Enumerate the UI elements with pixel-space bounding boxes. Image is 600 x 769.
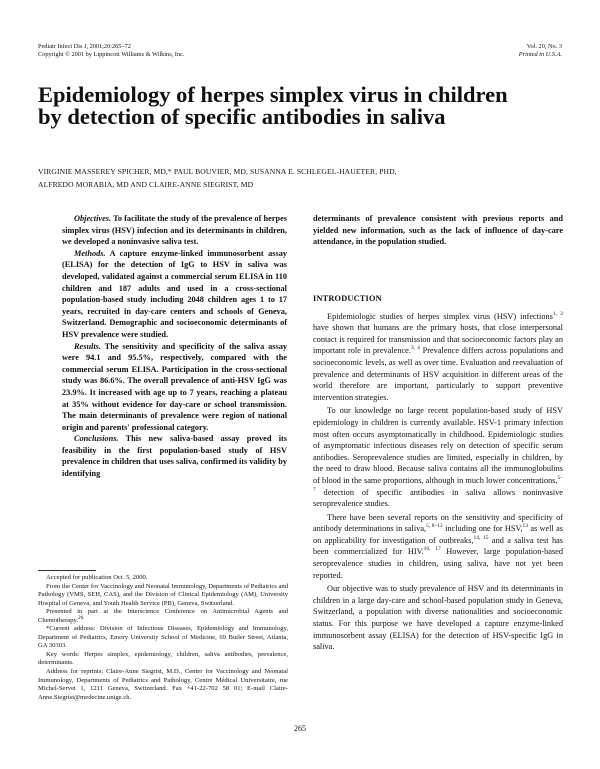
footnote-current-address: *Current address: Division of Infectious Diseases, Epidemiology and Immunology, Department of Pediatrics, Emory University School of Medicine, 69 Butler Street, Atlanta, GA 30303. bbox=[38, 625, 288, 650]
conclusions-continuation: determinants of prevalence consistent with previous reports and yielded new information, such as the lack of influence of day-care attendance, in the population studied. bbox=[313, 214, 563, 247]
intro-paragraph-1 bbox=[313, 311, 563, 404]
abstract-objectives bbox=[62, 213, 287, 248]
intro-p2-text-a: To our knowledge no large recent population-based study of HSV epidemiology in children is currently available. HSV-1 primary infection most often occurs asymptomatically in childhood. Epidemiologic studies of asymptomatic infectious diseases rely on detection of specific serum antibodies. Seroprevalence studies are limited, especially in children, by the need to draw blood. Because saliva contains all the immunoglobulins of blood in the same proportions, although in much lower concentrations, bbox=[313, 406, 563, 485]
methods-label: Methods. bbox=[74, 248, 106, 258]
article-title: Epidemiology of herpes simplex virus in children by detection of specific antibodies in saliva bbox=[38, 82, 508, 129]
citation-ref: 26 bbox=[78, 614, 84, 621]
running-header-left bbox=[38, 43, 184, 59]
intro-p3-text-a: There have been several reports on the sensitivity and specificity of antibody determinations in saliva, bbox=[313, 512, 563, 534]
intro-p2-text-b: detection of specific antibodies in saliva allows noninvasive seroprevalence studies. bbox=[313, 487, 563, 509]
section-heading-introduction: INTRODUCTION bbox=[313, 294, 382, 303]
running-header-right bbox=[519, 43, 562, 59]
citation-ref: 1, 2 bbox=[552, 310, 563, 317]
intro-p3-text-d: and a saliva test has been commercialized for HIV. bbox=[313, 535, 564, 557]
footnote-affiliations: From the Center for Vaccinology and Neonatal Immunology, Departments of Pediatrics and Pathology (VMS, SEH, CAS), and the Division of Clinical Epidemiology (AM), University Hospital of Geneva, and Youth Health Service (PB), Geneva, Switzerland. bbox=[38, 582, 288, 607]
journal-citation: Pediatr Infect Dis J, 2001;20:265–72 bbox=[38, 43, 131, 50]
objectives-label: Objectives. bbox=[74, 214, 112, 223]
footnote-accepted: Accepted for publication Oct. 5, 2000. bbox=[46, 574, 148, 581]
objectives-text: To facilitate the study of the prevalence of herpes simplex virus (HSV) infection and its determinants in children, we developed a noninvasive saliva test. bbox=[62, 214, 287, 247]
intro-p3-text-c: as well as on applicability for investigation of outbreaks, bbox=[313, 524, 563, 545]
footnote-keywords: Key words: Herpes simplex, epidemiology, children, saliva antibodies, prevalence, determinants. bbox=[38, 650, 288, 667]
footnote-presented bbox=[38, 608, 288, 625]
footnotes bbox=[38, 574, 288, 702]
intro-p1-text-c: Prevalence differs across populations and socioeconomic levels, as well as over time. Evaluation and reevaluation of prevalence and determinants of HSV acquisition in different areas of the world therefore are important, particularly to support preventive intervention strategies. bbox=[313, 346, 564, 402]
citation-ref: 16, 17 bbox=[423, 546, 441, 553]
abstract-methods bbox=[62, 248, 287, 341]
page-number: 265 bbox=[294, 724, 306, 733]
citation-ref: 14, 15 bbox=[473, 535, 489, 542]
footnote-divider bbox=[38, 570, 96, 571]
intro-paragraph-4: Our objective was to study prevalence of HSV and its determinants in children in a large day-care and school-based population study in Geneva, Switzerland, a population with diverse nationalities and socioeconomic status. For this purpose we have developed a capture enzyme-linked immunosorbent assay (ELISA) for the detection of HSV-specific IgG in saliva. bbox=[313, 584, 563, 652]
volume-line: Vol. 20, No. 3 bbox=[526, 43, 562, 50]
footnote-presented-text: Presented in part at the Interscience Conference on Antimicrobial Agents and Chemotherapy. bbox=[38, 608, 288, 624]
citation-ref: 13 bbox=[522, 523, 529, 530]
abstract-continuation bbox=[313, 213, 563, 248]
citation-ref: 5–7 bbox=[313, 475, 563, 493]
abstract-conclusions bbox=[62, 433, 287, 479]
introduction-section bbox=[313, 293, 563, 655]
conclusions-text: This new saliva-based assay proved its feasibility in the first population-based study of HSV prevalence in children that uses saliva, confirmed its validity by identifying bbox=[62, 434, 287, 479]
methods-text: A capture enzyme-linked immunosorbent assay (ELISA) for the detection of IgG to HSV in saliva was developed, validated against a commercial serum ELISA in 110 children and 187 adults and used in a cross-sectional population-based study including 2048 children ages 1 to 17 years, recruited in day-care centers and schools of Geneva, Switzerland. Demographic and socioeconomic determinants of HSV prevalence were studied. bbox=[62, 248, 287, 339]
results-text: The sensitivity and specificity of the saliva assay were 94.1 and 95.5%, respectively, compared with the commercial serum ELISA. Participation in the cross-sectional study was 86.6%. The overall prevalence of anti-HSV IgG was 23.9%. It increased with age up to 7 years, reaching a plateau at 35% without evidence for day-care or school transmission. The main determinants of prevalence were region of national origin and parents' professional category. bbox=[62, 341, 287, 432]
footnote-reprints: Address for reprints: Claire-Anne Siegrist, M.D., Center for Vaccinology and Neonatal Immunology, Departments of Pediatrics and Pathology, Centre Médical Universitaire, rue Michel-Servet 1, 1211 Geneva, Switzerland. Fax +41-22-702 58 01; E-mail Claire-Anne.Siegrist@medecine.unige.ch. bbox=[38, 668, 288, 701]
authors-line-1: VIRGINIE MASSEREY SPICHER, MD,* PAUL BOUVIER, MD, SUSANNA E. SCHLEGEL-HAUETER, PHD, bbox=[38, 167, 397, 176]
citation-ref: 3, 4 bbox=[410, 345, 420, 352]
intro-paragraph-3 bbox=[313, 512, 563, 582]
intro-p1-text-b: have shown that humans are the primary hosts, that close interpersonal contact is required for transmission and that socioeconomic factors play an important role in prevalence. bbox=[313, 323, 563, 356]
author-list bbox=[38, 166, 568, 191]
abstract bbox=[62, 213, 287, 480]
results-label: Results. bbox=[74, 341, 101, 351]
abstract-results bbox=[62, 341, 287, 434]
printed-line: Printed in U.S.A. bbox=[518, 51, 562, 58]
conclusions-label: Conclusions. bbox=[74, 434, 119, 444]
intro-p3-text-e: However, large population-based seroprevalence studies in children, using saliva, have not yet been reported. bbox=[313, 547, 563, 580]
intro-p3-text-b: including one for HSV, bbox=[442, 524, 523, 534]
citation-ref: 5, 8–12 bbox=[426, 523, 443, 530]
intro-paragraph-2 bbox=[313, 405, 563, 509]
copyright-line: Copyright © 2001 by Lippincott Williams & Wilkins, Inc. bbox=[38, 51, 185, 58]
intro-p1-text-a: Epidemiologic studies of herpes simplex virus (HSV) infections bbox=[327, 311, 553, 321]
authors-line-2: ALFREDO MORABIA, MD AND CLAIRE-ANNE SIEGRIST, MD bbox=[38, 179, 254, 189]
